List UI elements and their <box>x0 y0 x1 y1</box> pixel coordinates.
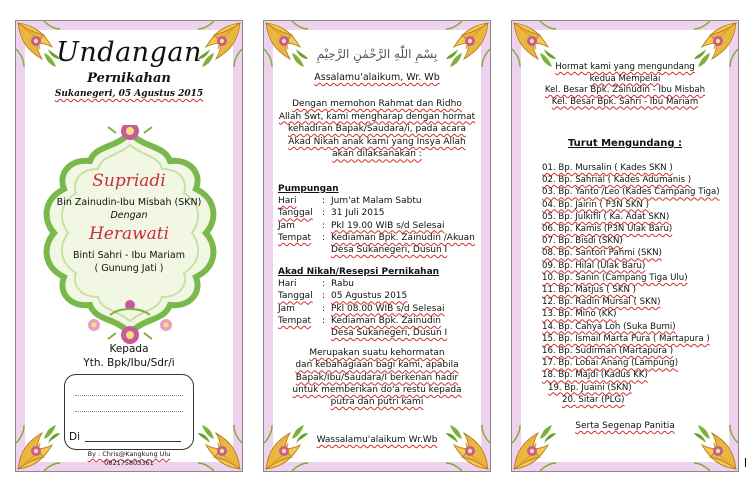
list-item: 19. Bp. Juaini (SKN) <box>548 382 632 393</box>
event1-heading: Pumpungan <box>278 184 339 194</box>
bismillah-calligraphy: بِسْمِ اللّٰهِ الرَّحْمٰنِ الرَّحِيْمِ <box>316 47 438 61</box>
event2-row: Tanggal : 05 Agustus 2015 <box>278 291 408 302</box>
cover-panel <box>15 20 243 472</box>
invitees-panel <box>511 20 739 472</box>
intro-line: kehadiran Bapak/Saudara/i, pada acara <box>288 124 466 135</box>
list-item: 10. Bp. Sanin (Campang Tiga Ulu) <box>542 272 688 283</box>
bride-name: Herawati <box>88 224 170 244</box>
groom-parents: Bin Zainudin-Ibu Misbah (SKN) <box>56 197 202 208</box>
list-item: 16. Bp. Sudirman (Martapura ) <box>542 346 674 357</box>
intro-line: Akad Nikah anak kami yang Insya Allah <box>288 136 466 147</box>
phone-number: 082175803361 <box>104 459 154 467</box>
text-cursor <box>745 458 746 467</box>
address-box[interactable] <box>64 374 194 450</box>
list-item: 01. Bp. Mursalin ( Kades SKN ) <box>542 163 673 173</box>
list-item: 02. Bp. Sahrial ( Kades Adumanis ) <box>542 175 692 186</box>
event-details-panel <box>263 20 491 472</box>
event2-row: Hari : Rabu <box>278 279 354 290</box>
closing-paragraph <box>264 347 490 408</box>
event2-heading: Akad Nikah/Resepsi Pernikahan <box>278 267 440 277</box>
event2-extra: Desa Sukanegeri, Dusun I <box>331 328 448 339</box>
closing-line: Bapak/Ibu/Saudara/I berkenan hadir <box>295 372 459 383</box>
list-item: 09. Bp. Hilal (Ulak Baru) <box>542 260 646 271</box>
list-item: 20. Sitar (PLG) <box>562 394 625 405</box>
intro-line: Dengan memohon Rahmat dan Ridho <box>292 99 462 109</box>
list-item: 12. Bp. Radin Mursal ( SKN) <box>542 297 661 308</box>
closing-line: putra dan putri kami <box>330 397 424 408</box>
event1-row: Tanggal : 31 Juli 2015 <box>278 208 385 219</box>
event1-extra: Desa Sukanegeri, Dusun I <box>331 245 448 256</box>
to-label: Kepada <box>109 343 149 355</box>
event2-row: Tempat : Kediaman Bpk. Zainudin <box>278 315 441 326</box>
credit-line: By : Chris@Kangkung Ulu <box>87 450 171 458</box>
turut-title: Turut Mengundang : <box>567 138 683 149</box>
host-line: kedua Mempelai <box>589 73 661 84</box>
wassalam-closing: Wassalamu'alaikum Wr.Wb <box>316 435 438 445</box>
intro-line: akan dilaksanakan : <box>332 149 422 160</box>
event1-row: Tempat : Kediaman Bpk. Zainudin /Akuan <box>278 232 475 243</box>
floral-corner-icon <box>263 421 310 472</box>
invitation-title: Undangan <box>56 37 202 68</box>
to-line: Yth. Bpk/Ibu/Sdr/i <box>83 357 175 369</box>
list-item: 17. Bp. Lobai Anang (Lampung) <box>542 358 679 369</box>
place-date: Sukanegeri, 05 Agustus 2015 <box>54 89 204 99</box>
host-line: Kel. Besar Bpk. Zainudin - Ibu Misbah <box>544 85 706 95</box>
floral-corner-icon <box>444 421 491 472</box>
list-item: 14. Bp. Cahya Loh (Suka Bumi) <box>542 321 676 332</box>
closing-line: Merupakan suatu kehormatan <box>309 348 445 358</box>
connector-word: Dengan <box>110 210 148 221</box>
bride-parents: Binti Sahri - Ibu Mariam <box>73 250 185 261</box>
host-block <box>512 62 738 108</box>
host-line: Kel. Besar Bpk. Sahri - Ibu Mariam <box>551 96 699 107</box>
list-item: 13. Bp. Mino (KK) <box>542 309 617 320</box>
closing-line: untuk memberikan do'a restu kepada <box>292 384 462 395</box>
salam-greeting: Assalamu'alaikum, Wr. Wb <box>314 72 440 83</box>
list-item: 18. Bp. Majdi (Kadus KK) <box>542 370 648 381</box>
list-item: 08. Bp. Santori Pahmi (SKN) <box>542 248 662 259</box>
bride-origin: ( Gunung Jati ) <box>94 263 164 274</box>
closing-line: dan kebahagiaan bagi kami, apabila <box>295 360 459 371</box>
intro-paragraph <box>264 98 490 161</box>
event1-row: Hari : Jum'at Malam Sabtu <box>278 196 422 207</box>
address-prefix: Di <box>69 431 81 443</box>
list-item: 05. Bp. Julkifli ( Ka. Adat SKN) <box>542 211 670 222</box>
list-item: 07. Bp. Bisdi (SKN) <box>542 236 623 247</box>
committee-footer: Serta Segenap Panitia <box>575 421 675 431</box>
list-item: 11. Bp. Matjus ( SKN ) <box>542 285 636 296</box>
intro-line: Allah Swt, kami mengharap dengan hormat <box>278 111 476 122</box>
event1-block <box>278 183 475 256</box>
invitee-list <box>542 162 720 406</box>
list-item: 15. Bp. Ismail Marta Pura ( Martapura ) <box>542 333 710 344</box>
floral-corner-icon <box>263 20 310 71</box>
list-item: 04. Bp. Jairin ( P3N SKN ) <box>542 199 649 210</box>
list-item: 06. Bp. Kamis (P3N Ulak Baru) <box>542 224 673 235</box>
event2-block <box>278 266 447 339</box>
list-item: 03. Bp. Yanto /Leo (Kades Campang Tiga) <box>542 187 720 198</box>
floral-corner-icon <box>444 20 491 71</box>
invitation-subtitle: Pernikahan <box>87 71 171 86</box>
host-line: Hormat kami yang mengundang <box>555 62 695 72</box>
event1-row: Jam : Pkl 19.00 WIB s/d Selesai <box>278 220 445 231</box>
groom-name: Supriadi <box>92 171 166 191</box>
event2-row: Jam : Pkl 08.00 WIB s/d Selesai <box>278 303 445 314</box>
